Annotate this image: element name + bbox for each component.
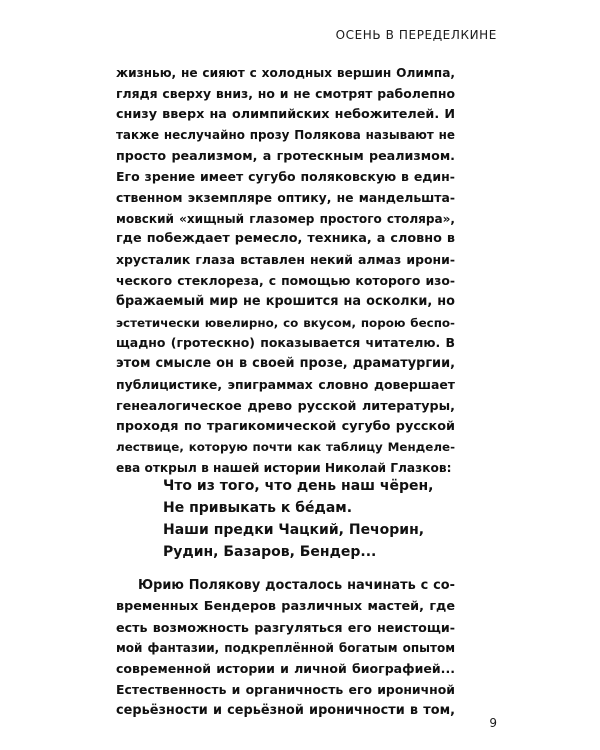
poem-line: Наши предки Чацкий, Печорин,	[163, 522, 425, 538]
running-header: ОСЕНЬ В ПЕРЕДЕЛКИНЕ	[335, 28, 497, 42]
text-line: жизнью, не сияют с холодных вершин Олимпа,	[116, 66, 455, 80]
text-line: глядя сверху вниз, но и не смотрят раболепно	[116, 85, 455, 101]
poem-line: Рудин, Базаров, Бендер...	[163, 544, 377, 560]
poem-line: Не привыкать к бéдам.	[163, 500, 353, 516]
text-line: этом смысле он в своей прозе, драматургии,	[116, 356, 455, 372]
text-line: мой фантазии, подкреплённой богатым опытом	[116, 641, 455, 656]
text-line: Его зрение имеет сугубо поляковскую в един-	[116, 168, 455, 184]
text-line: есть возможность разгуляться его неистощи-	[116, 619, 455, 635]
text-line: генеалогическое древо русской литературы,	[116, 397, 455, 413]
text-line: щадно (гротескно) показывается читателю. В	[116, 335, 455, 351]
text-line: временных Бендеров различных мастей, где	[116, 598, 455, 614]
paragraph-2	[116, 576, 455, 722]
poem-quote	[163, 475, 434, 563]
text-line: лествице, которую почти как таблицу Менделе-	[116, 440, 455, 455]
paragraph-1	[116, 63, 455, 479]
page-number: 9	[489, 716, 497, 730]
text-line: ева открыл в нашей истории Николай Глазков:	[116, 461, 452, 476]
text-line: проходя по трагикомической сугубо русской	[116, 418, 455, 434]
text-line: серьёзности и серьёзной ироничности в том,	[116, 702, 455, 718]
text-line: хрусталик глаза вставлен некий алмаз ирони-	[116, 252, 455, 268]
text-line: Естественность и органичность его ироничной	[116, 681, 455, 697]
text-line: Юрию Полякову досталось начинать с со-	[138, 578, 455, 593]
text-line: ственном экземпляре оптику, не мандельшта-	[116, 189, 455, 205]
text-line: эстетически ювелирно, со вкусом, порою беспо-	[116, 315, 455, 330]
text-line: публицистике, эпиграммах словно довершает	[116, 376, 455, 392]
text-line: современной истории и личной биографией...	[116, 661, 455, 677]
text-line: ческого стеклореза, с помощью которого изо-	[116, 272, 455, 288]
text-line: просто реализмом, а гротескным реализмом.	[116, 148, 455, 164]
poem-line: Что из того, что день наш чёрен,	[163, 478, 434, 494]
text-line: бражаемый мир не крошится на осколки, но	[116, 293, 455, 309]
text-line: где побеждает ремесло, техника, а словно в	[116, 231, 455, 247]
text-line: снизу вверх на олимпийских небожителей. И	[116, 106, 455, 122]
text-line: мовский «хищный глазомер простого столяра»,	[116, 211, 455, 226]
text-line: также неслучайно прозу Полякова называют не	[116, 128, 455, 143]
